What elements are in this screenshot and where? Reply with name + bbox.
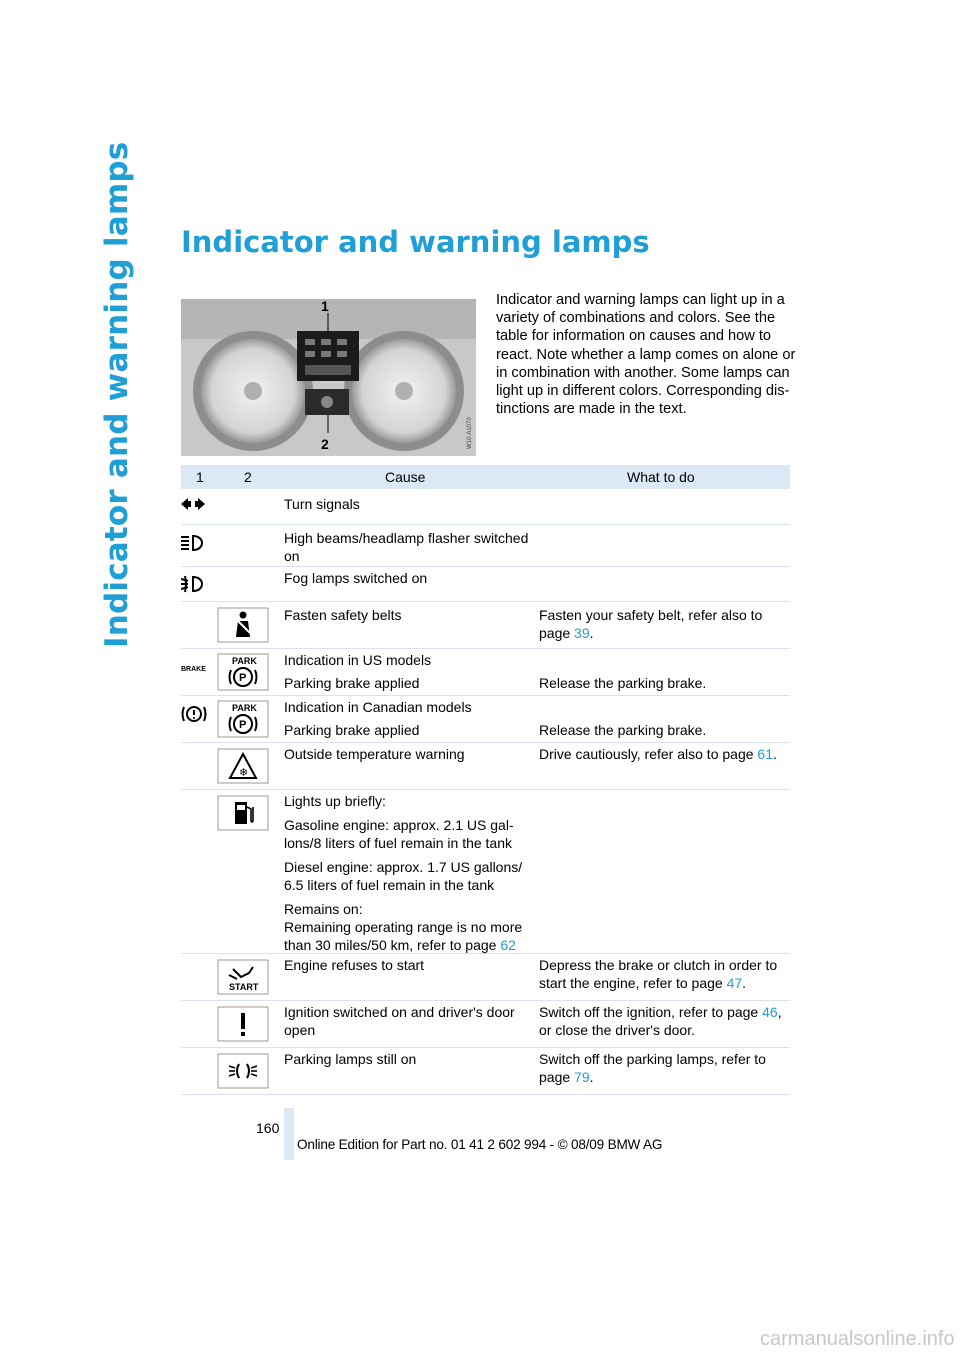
row-cause: High beams/headlamp flasher switched on xyxy=(284,530,529,564)
row-cause: Engine refuses to start xyxy=(284,957,425,973)
row-cause: Turn signals xyxy=(284,496,360,512)
fog-lamp-icon xyxy=(181,575,221,597)
engine-start-icon xyxy=(217,959,273,999)
table-row xyxy=(181,1048,790,1095)
svg-text:P: P xyxy=(239,672,247,684)
row-todo: Fasten your safety belt, refer also to page 39. xyxy=(539,607,763,641)
row-todo: Depress the brake or clutch in order to start the engine, refer to page 47. xyxy=(539,957,778,991)
page-link[interactable]: 39 xyxy=(574,625,590,641)
table-row xyxy=(181,602,790,649)
svg-text:START: START xyxy=(229,982,259,992)
table-header xyxy=(181,465,790,489)
table-row xyxy=(181,489,790,525)
page-link[interactable]: 46 xyxy=(762,1004,778,1020)
brake-circle-icon xyxy=(181,704,221,728)
table-row xyxy=(181,567,790,602)
table-row xyxy=(181,790,790,954)
table-row xyxy=(181,1001,790,1048)
park-brake-icon xyxy=(217,653,273,695)
table-row xyxy=(181,649,790,696)
row-todo: Switch off the parking lamps, refer to page 79. xyxy=(539,1051,766,1085)
side-section-title: Indicator and warning lamps xyxy=(99,141,135,648)
row-todo: Release the parking brake. xyxy=(539,675,707,691)
col-header-1: 1 xyxy=(196,469,204,485)
table-row xyxy=(181,525,790,567)
page-link[interactable]: 62 xyxy=(500,937,516,953)
row-cause: Parking lamps still on xyxy=(284,1051,417,1067)
page-number: 160 xyxy=(256,1120,280,1136)
row-cause: Lights up briefly: Gasoline engine: approx. 2.1 US gal-lons/8 liters of fuel remain in the tank Diesel engine: approx. 1.7 US gallons/ 6.5 liters of fuel remain in the tank Remains on: Remaining operating range is no more than 30 miles/50 km, refer to page 62 xyxy=(284,793,523,953)
page-link[interactable]: 79 xyxy=(574,1069,590,1085)
row-todo: Switch off the ignition, refer to page 46, or close the driver's door. xyxy=(539,1004,782,1038)
footer-bar xyxy=(284,1108,294,1160)
page-link[interactable]: 61 xyxy=(757,746,773,762)
svg-text:❄: ❄ xyxy=(239,766,249,779)
row-todo: Release the parking brake. xyxy=(539,722,707,738)
figure-code: W10-A1070 xyxy=(467,417,473,449)
row-cause: Fasten safety belts xyxy=(284,607,402,623)
svg-text:P: P xyxy=(239,719,247,731)
fuel-pump-icon xyxy=(217,795,273,835)
park-brake-icon xyxy=(217,700,273,742)
col-header-cause: Cause xyxy=(385,469,426,485)
callout-1: 1 xyxy=(321,299,329,314)
table-row xyxy=(181,743,790,790)
instrument-cluster-figure xyxy=(181,299,476,456)
indicator-table xyxy=(181,465,790,1095)
row-cause: Ignition switched on and driver's door open xyxy=(284,1004,515,1038)
callout-2: 2 xyxy=(321,436,329,452)
row-todo: Drive cautiously, refer also to page 61. xyxy=(539,746,777,762)
temperature-warning-icon xyxy=(217,748,273,788)
watermark: carmanualsonline.info xyxy=(760,1328,955,1350)
row-cause: Indication in US models Parking brake applied xyxy=(284,652,432,691)
exclamation-icon xyxy=(217,1006,273,1046)
row-cause: Fog lamps switched on xyxy=(284,570,428,586)
table-row xyxy=(181,954,790,1001)
table-row xyxy=(181,696,790,743)
svg-text:PARK: PARK xyxy=(232,703,257,713)
brake-text-icon: BRAKE xyxy=(181,666,206,673)
page-title: Indicator and warning lamps xyxy=(181,225,650,259)
seatbelt-icon xyxy=(217,607,273,647)
page-link[interactable]: 47 xyxy=(726,975,743,991)
row-cause: Indication in Canadian models Parking brake applied xyxy=(284,699,472,738)
intro-paragraph: Indicator and warning lamps can light up in a variety of combinations and colors. See the table for information on causes and how to react. Note whether a lamp comes on alone or in combination with another. Some lamps can light up in different colors. Corresponding dis-tinctions are made in the text. xyxy=(496,292,796,418)
svg-text:PARK: PARK xyxy=(232,656,257,666)
footer-text: Online Edition for Part no. 01 41 2 602 994 - © 08/09 BMW AG xyxy=(297,1137,663,1152)
col-header-todo: What to do xyxy=(627,469,695,485)
parking-lamps-icon xyxy=(217,1053,273,1093)
high-beam-icon xyxy=(181,534,221,556)
turn-signal-icon xyxy=(181,497,221,515)
row-cause: Outside temperature warning xyxy=(284,746,465,762)
col-header-2: 2 xyxy=(244,469,252,485)
